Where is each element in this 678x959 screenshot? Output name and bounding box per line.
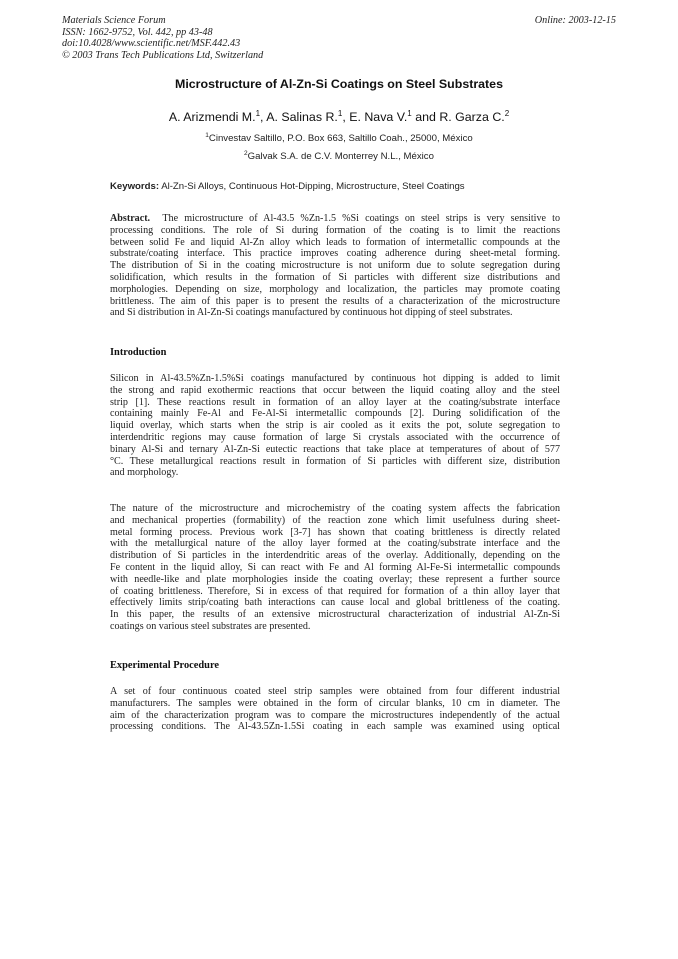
text-line: morphologies. Depending on size, morphology and localization, the particles may promote coating: [110, 283, 560, 295]
affiliation-sup: 2: [244, 150, 248, 157]
author-name: A. Salinas R.: [266, 110, 338, 125]
text-line: brittleness. The aim of this paper is to present the results of a characterization of the microstructure: [110, 295, 560, 307]
text-line: liquid overlay, which starts when the strip is air cooled as it exits the pot, solute segregation to: [110, 420, 560, 432]
text-line: A set of four continuous coated steel strip samples were obtained from four different industrial: [110, 686, 560, 697]
author-name: E. Nava V.: [349, 110, 408, 125]
author-affil-sup: 1: [255, 109, 261, 118]
author-list: A. Arizmendi M.$^1$, A. Salinas R.$^1$, E. Nava V.$^1$ and R. Garza C.$^2$: [168, 109, 510, 125]
journal-header: [62, 15, 263, 61]
text-line: of coating brittleness. Therefore, Si in excess of that required for formation of a thin alloy layer that: [110, 585, 560, 597]
author-name: R. Garza C.: [439, 110, 505, 125]
abstract-label: Abstract.: [110, 213, 151, 224]
text-line: The distribution of Si in the coating microstructure is not uniform due to solute segregation during: [110, 260, 560, 272]
text-line: strip [1]. These reactions result in formation of an alloy layer at the coating/substrate interface: [110, 396, 560, 408]
affiliation-2: [0, 150, 678, 162]
text-line: metal forming process. Previous work [3-7] has shown that coating brittleness is directly related: [110, 526, 560, 538]
affiliation-text: Cinvestav Saltillo, P.O. Box 663, Saltillo Coah., 25000, México: [208, 133, 473, 145]
doi-line: doi:10.4028/www.scientific.net/MSF.442.43: [62, 38, 241, 50]
text-line: the strong and rapid exothermic reactions that occur between the liquid coating alloy and the steel: [110, 384, 560, 396]
text-line: Abstract. The microstructure of Al-43.5 %Zn-1.5 %Si coatings on steel strips is very sensitive to: [110, 213, 560, 224]
copyright-line: © 2003 Trans Tech Publications Ltd, Switzerland: [62, 49, 264, 61]
abstract-paragraph: [110, 213, 560, 319]
text-line: processing conditions. The Al-43.5Zn-1.5Si coating in each sample was examined using optical: [110, 721, 560, 733]
section-heading-experimental: Experimental Procedure: [110, 660, 219, 671]
text-line: The nature of the microstructure and microchemistry of the coating system affects the fabrication: [110, 503, 560, 514]
affiliation-sup: 1: [205, 132, 209, 139]
issn-line: ISSN: 1662-9752, Vol. 442, pp 43-48: [62, 26, 213, 38]
text-line: In this paper, the results of an extensive microstructural characterization of industrial Al-Zn-Si: [110, 609, 560, 621]
text-line: aim of the characterization program was to compare the microstructures independently of the actual: [110, 709, 560, 721]
text-line: with needle-like and plate morphologies inside the coating overlay; these represent a further source: [110, 573, 560, 585]
text-line: distribution of Si particles in the interdendritic areas of the overlay. Additionally, depending on the: [110, 550, 560, 562]
text-line: effectively limits strip/coating bath interactions can cause local and global brittleness of the coating.: [110, 597, 560, 609]
author-name: A. Arizmendi M.: [168, 110, 256, 125]
text-line: solidification, which results in the formation of Si particles with different size distributions and: [110, 271, 560, 283]
text-line: and morphology.: [110, 467, 179, 479]
text-line: manufacturers. The samples were obtained in the form of circular blanks, 10 cm in diameter. The: [110, 697, 560, 709]
text-line: containing mainly Fe-Al and Fe-Al-Si intermetallic compounds [2]. During solidification of the: [110, 408, 560, 420]
section-heading-introduction: Introduction: [110, 347, 167, 358]
keywords: [110, 181, 465, 192]
text-line: °C. These metallurgical reactions result in formation of Si particles with different size, distribution: [110, 455, 560, 467]
text-line: and mechanical properties (formability) of the reaction zone which limit usefulness during sheet-: [110, 514, 560, 526]
introduction-paragraph-1: [110, 373, 560, 479]
experimental-paragraph-1: [110, 686, 560, 733]
online-date: Online: 2003-12-15: [534, 15, 616, 26]
journal-name: Materials Science Forum: [62, 15, 166, 26]
text-line: Fe content in the liquid alloy, Si can react with Fe and Al forming Al-Fe-Si intermetallic compounds: [110, 561, 560, 573]
text-line: with the metallurgical nature of the alloy layer formed at the coating/substrate interface and the: [110, 538, 560, 550]
text-line: substrate/coating interface. This practice improves coating adherence during sheet-metal forming.: [110, 248, 560, 260]
paper-title: Microstructure of Al-Zn-Si Coatings on Steel Substrates: [175, 77, 503, 91]
introduction-paragraph-2: [110, 503, 560, 633]
affiliation-1: [0, 132, 678, 144]
author-affil-sup: 1: [407, 109, 412, 118]
author-affil-sup: 1: [337, 109, 343, 118]
affiliation-text: Galvak S.A. de C.V. Monterrey N.L., México: [247, 151, 434, 163]
keywords-text: Al-Zn-Si Alloys, Continuous Hot-Dipping, Microstructure, Steel Coatings: [161, 181, 465, 192]
text-line: and Si distribution in Al-Zn-Si coatings manufactured by continuous hot dipping of steel substrates.: [110, 307, 513, 319]
keywords-label: Keywords:: [110, 181, 160, 192]
text-line: coatings on various steel substrates are presented.: [110, 620, 311, 632]
text-line: processing conditions. The role of Si during formation of the coating is to limit the reactions: [110, 224, 560, 236]
text-line: between solid Fe and liquid Al-Zn alloy which leads to formation of intermetallic compounds at the: [110, 236, 560, 248]
text-line: binary Al-Si and ternary Al-Zn-Si eutectic reactions that take place at temperatures of about of 577: [110, 443, 560, 455]
text-line: interdendritic regions may cause formation of large Si crystals associated with the occurrence of: [110, 431, 560, 443]
author-affil-sup: 2: [504, 109, 510, 118]
text-line: Silicon in Al-43.5%Zn-1.5%Si coatings manufactured by continuous hot dipping is added to limit: [110, 373, 560, 384]
